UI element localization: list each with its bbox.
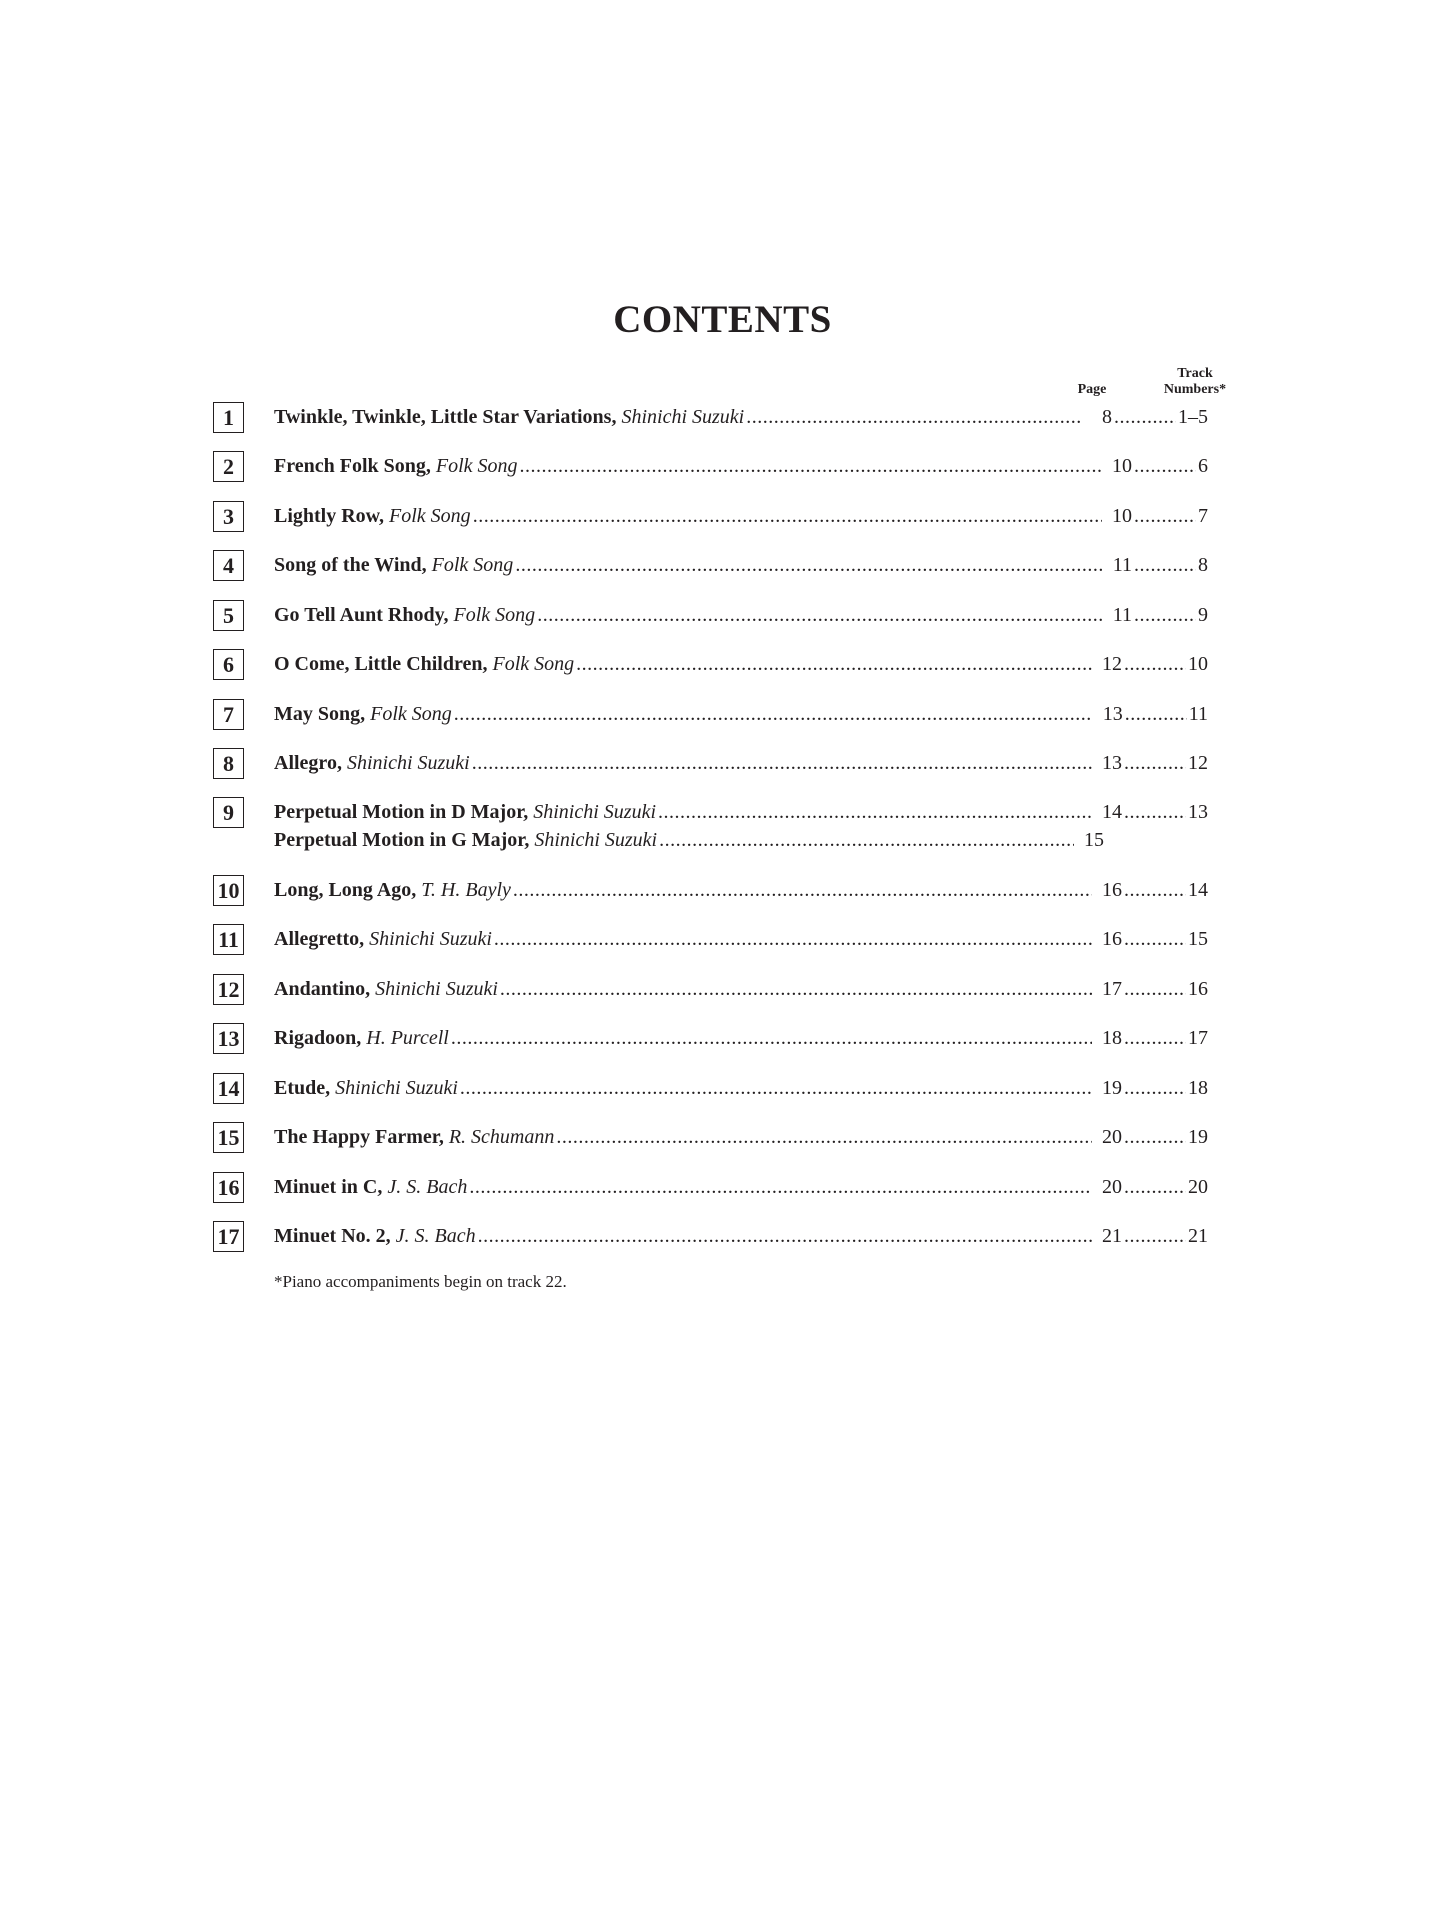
entry-number-box: 1 xyxy=(213,402,244,433)
page-number: 19 xyxy=(1102,1077,1122,1099)
track-number: 6 xyxy=(1198,455,1208,477)
piece-title: Perpetual Motion in D Major, xyxy=(274,801,529,823)
dot-leader xyxy=(478,1221,1092,1251)
dot-leader xyxy=(658,797,1092,827)
page-number: 15 xyxy=(1084,829,1104,851)
toc-line xyxy=(274,402,1208,432)
track-number: 19 xyxy=(1188,1126,1208,1148)
composer-name: Folk Song xyxy=(453,604,536,626)
piece-title: Long, Long Ago, xyxy=(274,879,417,901)
page-number: 17 xyxy=(1102,978,1122,1000)
dot-leader xyxy=(472,748,1092,778)
composer-name: Folk Song xyxy=(431,554,514,576)
entry-number-box: 15 xyxy=(213,1122,244,1153)
footnote: *Piano accompaniments begin on track 22. xyxy=(274,1272,567,1291)
composer-name: Shinichi Suzuki xyxy=(335,1077,458,1099)
page-number: 10 xyxy=(1112,505,1132,527)
dot-leader xyxy=(451,1023,1092,1053)
composer-name: Shinichi Suzuki xyxy=(533,801,656,823)
page-number: 11 xyxy=(1112,604,1132,626)
toc-line xyxy=(274,699,1208,729)
entry-number-box: 11 xyxy=(213,924,244,955)
toc-line xyxy=(274,748,1208,778)
dot-leader xyxy=(537,600,1102,630)
track-number: 13 xyxy=(1188,801,1208,823)
toc-line xyxy=(274,1221,1208,1251)
track-number: 9 xyxy=(1198,604,1208,626)
piece-title: French Folk Song, xyxy=(274,455,431,477)
composer-name: Folk Song xyxy=(370,703,452,725)
dot-leader xyxy=(1134,451,1196,481)
dot-leader xyxy=(1124,974,1186,1004)
piece-title: Etude, xyxy=(274,1077,331,1099)
toc-line xyxy=(274,974,1208,1004)
composer-name: Shinichi Suzuki xyxy=(534,829,658,851)
dot-leader xyxy=(1125,699,1187,729)
dot-leader xyxy=(469,1172,1092,1202)
composer-name: Folk Song xyxy=(492,653,575,675)
toc-line xyxy=(274,451,1208,481)
dot-leader xyxy=(500,974,1092,1004)
dot-leader xyxy=(1134,501,1196,531)
composer-name: R. Schumann xyxy=(448,1126,555,1148)
piece-title: Allegretto, xyxy=(274,928,365,950)
track-number: 10 xyxy=(1188,653,1208,675)
dot-leader xyxy=(1124,875,1186,905)
dot-leader xyxy=(556,1122,1092,1152)
dot-leader xyxy=(1124,1221,1186,1251)
piece-title: Twinkle, Twinkle, Little Star Variations, xyxy=(274,406,617,428)
track-number: 17 xyxy=(1188,1027,1208,1049)
page-number: 20 xyxy=(1102,1126,1122,1148)
piece-title: Go Tell Aunt Rhody, xyxy=(274,604,449,626)
track-number: 21 xyxy=(1188,1225,1208,1247)
dot-leader xyxy=(1114,402,1176,432)
page-number: 11 xyxy=(1112,554,1132,576)
page-number: 21 xyxy=(1102,1225,1122,1247)
dot-leader xyxy=(1124,924,1186,954)
composer-name: Folk Song xyxy=(389,505,471,527)
entry-number-box: 9 xyxy=(213,797,244,828)
track-number: 18 xyxy=(1188,1077,1208,1099)
piece-title: Rigadoon, xyxy=(274,1027,362,1049)
page-number: 13 xyxy=(1102,703,1123,725)
dot-leader xyxy=(746,402,1082,432)
composer-name: T. H. Bayly xyxy=(421,879,511,901)
entry-number-box: 16 xyxy=(213,1172,244,1203)
page-number: 20 xyxy=(1102,1176,1122,1198)
composer-name: Shinichi Suzuki xyxy=(375,978,498,1000)
toc-line xyxy=(274,1172,1208,1202)
page-number: 10 xyxy=(1112,455,1132,477)
track-number: 16 xyxy=(1188,978,1208,1000)
dot-leader xyxy=(576,649,1092,679)
entry-number-box: 5 xyxy=(213,600,244,631)
page-number: 18 xyxy=(1102,1027,1122,1049)
composer-name: H. Purcell xyxy=(366,1027,449,1049)
dot-leader xyxy=(513,875,1092,905)
toc-line xyxy=(274,797,1208,827)
dot-leader xyxy=(1124,748,1186,778)
dot-leader xyxy=(473,501,1102,531)
entry-number-box: 3 xyxy=(213,501,244,532)
page-number: 14 xyxy=(1102,801,1122,823)
dot-leader xyxy=(520,451,1102,481)
entry-number-box: 12 xyxy=(213,974,244,1005)
page-number: 13 xyxy=(1102,752,1122,774)
toc-line xyxy=(274,1122,1208,1152)
toc-line xyxy=(274,600,1208,630)
entry-number-box: 17 xyxy=(213,1221,244,1252)
toc-line xyxy=(274,550,1208,580)
entry-number-box: 6 xyxy=(213,649,244,680)
track-number: 8 xyxy=(1198,554,1208,576)
page-title: CONTENTS xyxy=(613,298,832,341)
piece-title: Lightly Row, xyxy=(274,505,385,527)
composer-name: Shinichi Suzuki xyxy=(621,406,745,428)
composer-name: J. S. Bach xyxy=(387,1176,468,1198)
dot-leader xyxy=(1124,1023,1186,1053)
dot-leader xyxy=(1134,600,1196,630)
piece-title: Perpetual Motion in G Major, xyxy=(274,829,530,851)
dot-leader xyxy=(1134,550,1196,580)
track-number: 20 xyxy=(1188,1176,1208,1198)
piece-title: Minuet No. 2, xyxy=(274,1225,391,1247)
piece-title: The Happy Farmer, xyxy=(274,1126,444,1148)
page-number: 8 xyxy=(1102,406,1112,428)
dot-leader xyxy=(659,825,1074,855)
piece-title: Andantino, xyxy=(274,978,371,1000)
track-number: 12 xyxy=(1188,752,1208,774)
composer-name: Shinichi Suzuki xyxy=(346,752,470,774)
page-number: 16 xyxy=(1102,928,1122,950)
piece-title: Song of the Wind, xyxy=(274,554,427,576)
composer-name: Folk Song xyxy=(435,455,518,477)
entry-number-box: 10 xyxy=(213,875,244,906)
toc-line xyxy=(274,1073,1208,1103)
page-number: 12 xyxy=(1102,653,1122,675)
entry-number-box: 4 xyxy=(213,550,244,581)
track-column-header: Track Numbers* xyxy=(1163,366,1227,397)
dot-leader xyxy=(1124,797,1186,827)
dot-leader xyxy=(454,699,1093,729)
entry-number-box: 8 xyxy=(213,748,244,779)
page-column-header: Page xyxy=(1077,382,1107,397)
track-number: 7 xyxy=(1198,505,1208,527)
page-number: 16 xyxy=(1102,879,1122,901)
track-number: 14 xyxy=(1188,879,1208,901)
dot-leader xyxy=(460,1073,1092,1103)
toc-line xyxy=(274,649,1208,679)
piece-title: Minuet in C, xyxy=(274,1176,383,1198)
dot-leader xyxy=(515,550,1102,580)
track-number: 1–5 xyxy=(1178,406,1208,428)
entry-number-box: 13 xyxy=(213,1023,244,1054)
dot-leader xyxy=(1124,649,1186,679)
composer-name: Shinichi Suzuki xyxy=(369,928,492,950)
dot-leader xyxy=(1124,1172,1186,1202)
toc-line xyxy=(274,825,1104,855)
toc-line xyxy=(274,501,1208,531)
toc-line xyxy=(274,924,1208,954)
dot-leader xyxy=(494,924,1092,954)
entry-number-box: 2 xyxy=(213,451,244,482)
toc-line xyxy=(274,1023,1208,1053)
entry-number-box: 7 xyxy=(213,699,244,730)
piece-title: May Song, xyxy=(274,703,366,725)
track-number: 15 xyxy=(1188,928,1208,950)
dot-leader xyxy=(1124,1073,1186,1103)
piece-title: Allegro, xyxy=(274,752,342,774)
dot-leader xyxy=(1124,1122,1186,1152)
entry-number-box: 14 xyxy=(213,1073,244,1104)
track-number: 11 xyxy=(1188,703,1208,725)
piece-title: O Come, Little Children, xyxy=(274,653,488,675)
toc-line xyxy=(274,875,1208,905)
composer-name: J. S. Bach xyxy=(395,1225,476,1247)
